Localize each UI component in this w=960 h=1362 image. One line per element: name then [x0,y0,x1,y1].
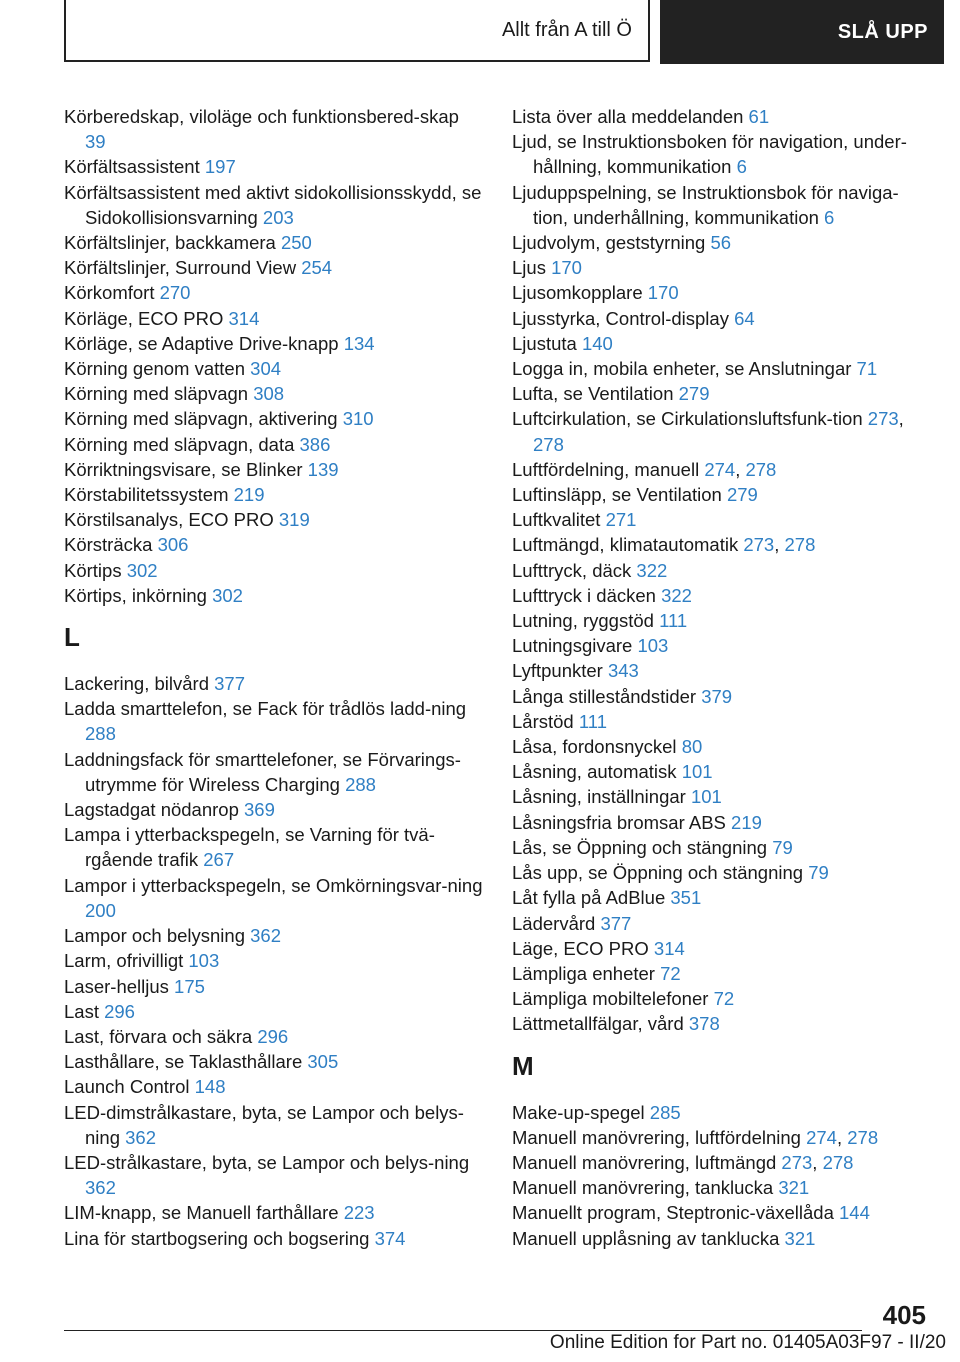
index-entry [64,230,484,255]
page-link[interactable]: 103 [637,635,669,657]
page-link[interactable]: 319 [278,509,310,531]
index-entry [64,1074,484,1099]
page-link[interactable]: 296 [104,1000,135,1022]
index-entry-text: Körning med släpvagn, aktivering [64,408,343,430]
index-column-left [64,104,484,1251]
index-entry-text: Manuellt program, Steptronic-växellåda [512,1202,839,1224]
index-entry-text: Lackering, bilvård [64,673,215,695]
index-entry-text: Körkomfort [64,282,160,304]
page-link[interactable]: 279 [726,484,758,506]
index-entry-text: Laser-helljus [64,975,175,997]
index-entry-text: Lättmetallfälgar, vård [512,1013,689,1035]
index-entry-text: Körtips, inkörning [64,584,213,606]
index-entry [512,885,932,910]
page-link[interactable]: 273 [867,408,899,430]
page-link[interactable]: 274 [806,1126,837,1148]
index-entry-text: Ladda smarttelefon, se Fack för trådlös ladd-ning [64,698,467,720]
page-link[interactable]: 377 [600,912,632,934]
index-entry [64,104,484,154]
index-entry [512,280,932,305]
index-entry [64,747,484,797]
page-link[interactable]: 302 [212,584,243,606]
index-entry [512,129,932,179]
index-entry [64,923,484,948]
index-entry-text: Körriktningsvisare, se Blinker [64,458,308,480]
index-entry-text: Körtips [64,559,127,581]
index-entry-text: Larm, ofrivilligt [64,950,189,972]
page-link[interactable]: 377 [214,673,246,695]
index-entry [64,558,484,583]
page-link[interactable]: 101 [690,786,722,808]
index-entry-text: Luftkvalitet [512,509,606,531]
page-link[interactable]: 302 [126,559,158,581]
index-entry [64,974,484,999]
page-link[interactable]: 321 [784,1227,816,1249]
index-entry [64,999,484,1024]
index-entry-text: Luftcirkulation, se Cirkulationsluftsfunk-tion [512,408,868,430]
index-entry-text: Körfältslinjer, Surround View [64,257,302,279]
page-link[interactable]: 278 [784,534,816,556]
index-entry-text: Lutning, ryggstöd [512,610,660,632]
index-entry-text: Körning genom vatten [64,358,251,380]
index-entry [64,356,484,381]
page-link[interactable]: 351 [670,887,702,909]
index-entry [64,432,484,457]
page-link[interactable]: 374 [374,1227,406,1249]
index-entry-text: Lufttryck, däck [512,559,637,581]
page-link[interactable]: 314 [228,307,260,329]
index-entry: Luftcirkulation, se Cirkulationsluftsfunk-tion 273, 278 [512,408,904,455]
index-entry-text: Låsning, inställningar [512,786,691,808]
index-entry [512,684,932,709]
page-link[interactable]: 103 [188,950,220,972]
index-entry-text: Logga in, mobila enheter, se Anslutningar [512,358,857,380]
page-link[interactable]: 273 [781,1151,813,1173]
index-entry-text: Låsningsfria bromsar ABS [512,811,732,833]
index-entry [512,759,932,784]
index-entry [64,1100,484,1150]
page-link[interactable]: 288 [85,723,116,745]
page-link[interactable]: 111 [659,610,688,632]
page-link[interactable]: 285 [649,1101,681,1123]
index-entry-text: Ljustuta [512,332,582,354]
page-link[interactable]: 6 [736,156,747,178]
index-entry-text: Lämpliga mobiltelefoner [512,988,714,1010]
page-link[interactable]: 278 [847,1126,879,1148]
page-link[interactable]: 175 [174,975,205,997]
page-link[interactable]: 288 [345,773,376,795]
index-entry-text: Luftmängd, klimatautomatik [512,534,744,556]
index-entry-text: Make-up-spegel [512,1101,650,1123]
page-link[interactable]: 254 [301,257,333,279]
index-entry-text: Lutningsgivare [512,635,638,657]
page-link[interactable]: 79 [808,862,829,884]
index-entry [512,306,932,331]
page-link[interactable]: 250 [280,232,312,254]
index-entry [64,1150,484,1200]
index-entry [64,873,484,923]
page-link[interactable]: 203 [262,206,294,228]
index-entry [512,1175,932,1200]
index-entry-text: Ljud, se Instruktionsboken för navigation, under-hållning, kommunikation [512,131,907,178]
index-entry: Luftfördelning, manuell 274, 278 [512,458,777,480]
index-entry [64,797,484,822]
page-link[interactable]: 270 [159,282,191,304]
index-entry [512,709,932,734]
index-entry [64,482,484,507]
index-entry-text: Långa stilleståndstider [512,685,702,707]
index-entry-text: Manuell upplåsning av tanklucka [512,1227,785,1249]
index-entry [512,608,932,633]
index-entry-text: Låt fylla på AdBlue [512,887,671,909]
index-entry-text: Körning med släpvagn, data [64,433,300,455]
page-link[interactable]: 362 [85,1177,116,1199]
index-entry-text: Lårstöd [512,710,579,732]
page-link[interactable]: 379 [701,685,733,707]
index-entry-text: Lampa i ytterbackspegeln, se Varning för tvä-rgående trafik [64,824,435,871]
index-entry-text: Lufttryck i däcken [512,584,662,606]
index-entry-text: Lampor och belysning [64,925,251,947]
index-entry-text: Lämpliga enheter [512,962,661,984]
index-entry-text: Last [64,1000,105,1022]
index-entry [512,1200,932,1225]
index-entry-text: Körläge, se Adaptive Drive-knapp [64,332,344,354]
index-entry-text: Lås upp, se Öppning och stängning [512,862,809,884]
index-entry [512,1226,932,1251]
page-link[interactable]: 148 [194,1076,226,1098]
page-link[interactable]: 61 [748,106,770,127]
index-entry-text: Laddningsfack för smarttelefoner, se Förvarings-utrymme för Wireless Charging [64,748,461,795]
page-link[interactable]: 144 [839,1202,870,1224]
index-entry: Manuell manövrering, luftmängd 273, 278 [512,1151,854,1173]
index-entry [64,822,484,872]
index-entry [64,1226,484,1251]
page-link[interactable]: 304 [250,358,282,380]
index-entry-text: LED-dimstrålkastare, byta, se Lampor och belys-ning [64,1101,464,1148]
page-link[interactable]: 362 [250,925,282,947]
index-entry [512,583,932,608]
index-entry-text: Körfältsassistent [64,156,205,178]
index-entry [64,1200,484,1225]
page-link[interactable]: 310 [342,408,374,430]
page-link[interactable]: 296 [257,1025,289,1047]
page-link[interactable]: 274 [704,458,736,480]
index-entry [64,532,484,557]
index-entry [512,911,932,936]
page-link[interactable]: 79 [772,836,793,858]
index-entry-text: Körstabilitetssystem [64,484,234,506]
page-link[interactable]: 134 [343,332,375,354]
index-entry-text: Ljusomkopplare [512,282,648,304]
index-entry [64,331,484,356]
index-entry: Luftmängd, klimatautomatik 273, 278 [512,534,816,556]
index-entry-text: Lädervård [512,912,601,934]
index-entry-text: Ljus [512,257,552,279]
index-entry-text: Körsträcka [64,534,158,556]
index-entry [64,154,484,179]
page-link[interactable]: 267 [203,849,235,871]
index-entry [64,1049,484,1074]
index-entry-text: LIM-knapp, se Manuell farthållare [64,1202,344,1224]
index-entry-text: Luftinsläpp, se Ventilation [512,484,727,506]
index-entry [512,558,932,583]
page-link[interactable]: 170 [551,257,582,279]
look-up-tab[interactable] [660,0,944,64]
page-link[interactable]: 140 [581,332,613,354]
page-link[interactable]: 278 [745,458,777,480]
index-entry-text: Läge, ECO PRO [512,937,654,959]
page-link[interactable]: 369 [244,799,275,821]
index-entry-text: Luftfördelning, manuell [512,458,705,480]
page-link[interactable]: 322 [636,559,668,581]
index-entry [64,381,484,406]
index-entry-text: Lufta, se Ventilation [512,383,679,405]
index-entry [64,583,484,608]
index-entry [64,671,484,696]
index-entry-text: Last, förvara och säkra [64,1025,258,1047]
page-link[interactable]: 72 [660,962,681,984]
index-entry [512,331,932,356]
page-link[interactable]: 305 [307,1051,339,1073]
index-entry [512,381,932,406]
index-entry-text: Lagstadgat nödanrop [64,799,245,821]
index-entry-text: Körläge, ECO PRO [64,307,229,329]
page-link[interactable]: 386 [299,433,331,455]
index-entry [64,180,484,230]
index-entry-text: Körfältsassistent med aktivt sidokollisionsskydd, se Sidokollisionsvarning [64,181,482,228]
index-entry [64,948,484,973]
index-entry-text: Ljudvolym, geststyrning [512,232,711,254]
page-link[interactable]: 71 [856,358,878,380]
index-entry-text: Manuell manövrering, luftfördelning [512,1126,807,1148]
index-entry [64,406,484,431]
index-entry [512,986,932,1011]
index-entry [512,255,932,280]
page-link[interactable]: 308 [253,383,285,405]
index-entry [512,784,932,809]
index-entry [512,658,932,683]
index-entry-text: Körfältslinjer, backkamera [64,232,281,254]
section-letter: M [512,1050,534,1081]
section-letter: L [64,622,80,653]
index-entry [64,280,484,305]
index-entry [512,835,932,860]
index-entry [512,1100,932,1125]
index-entry [512,1011,932,1036]
page-link[interactable]: 321 [778,1177,810,1199]
index-tab-label: Allt från A till Ö [501,18,632,41]
index-entry [512,104,932,129]
index-entry-text: Launch Control [64,1076,195,1098]
page-link[interactable]: 362 [125,1126,156,1148]
index-entry-text: Ljusstyrka, Control-display [512,307,735,329]
index-entry [64,1024,484,1049]
index-column-right [512,104,932,1251]
page-link[interactable]: 223 [343,1202,375,1224]
page-link[interactable]: 378 [688,1013,720,1035]
page-link[interactable]: 200 [85,899,116,921]
index-entry-text: Körning med släpvagn [64,383,254,405]
page-link[interactable]: 197 [204,156,236,178]
page-link[interactable]: 80 [681,736,703,758]
footer-edition: Online Edition for Part no. 01405A03F97 - II/20 [549,1332,946,1353]
look-up-tab-label: SLÅ UPP [837,20,928,43]
index-entry-text: Lås, se Öppning och stängning [512,836,773,858]
index-entry [64,255,484,280]
index-entry [512,633,932,658]
index-entry [64,507,484,532]
index-entry [512,734,932,759]
page-link[interactable]: 56 [710,232,732,254]
page-link[interactable]: 314 [653,937,685,959]
page-link[interactable]: 39 [85,131,106,153]
page-link[interactable]: 343 [607,660,639,682]
index-entry [64,457,484,482]
index-entry-text: LED-strålkastare, byta, se Lampor och belys-ning [64,1151,470,1173]
index-entry-text: Manuell manövrering, luftmängd [512,1151,782,1173]
index-entry-text: Låsning, automatisk [512,761,682,783]
index-entry: Manuell manövrering, luftfördelning 274, 278 [512,1126,879,1148]
index-entry [512,482,932,507]
index-entry-text: Körstilsanalys, ECO PRO [64,509,279,531]
page-link[interactable]: 6 [824,206,835,228]
index-entry [512,961,932,986]
page-link[interactable]: 139 [307,458,339,480]
page-link[interactable]: 101 [681,761,713,783]
index-entry-text: Lina för startbogsering och bogsering [64,1227,375,1249]
page-number: 405 [882,1300,926,1330]
index-entry [512,356,932,381]
page-link[interactable]: 322 [661,584,692,606]
page-link[interactable]: 279 [678,383,710,405]
page-link[interactable]: 306 [157,534,189,556]
index-entry [512,810,932,835]
page-link[interactable]: 278 [822,1151,854,1173]
page-link[interactable]: 111 [578,710,607,732]
footer-divider [64,1330,862,1331]
index-entry [64,306,484,331]
index-entry-text: Manuell manövrering, tanklucka [512,1177,779,1199]
page-link[interactable]: 278 [533,433,564,455]
index-entry [512,230,932,255]
index-entry [64,696,484,746]
index-entry-text: Lista över alla meddelanden [512,106,749,127]
index-entry-text: Lasthållare, se Taklasthållare [64,1051,308,1073]
index-entry [512,860,932,885]
index-entry-text: Ljuduppspelning, se Instruktionsbok för naviga-tion, underhållning, kommunikation [512,181,899,228]
page-link[interactable]: 271 [605,509,637,531]
index-tab[interactable] [64,0,650,62]
index-entry [512,936,932,961]
page-link[interactable]: 273 [743,534,775,556]
index-entry-text: Lyftpunkter [512,660,608,682]
page-link[interactable]: 72 [713,988,735,1010]
index-entry [512,180,932,230]
index-entry-text: Körberedskap, viloläge och funktionsbered-skap [64,106,459,127]
page-link[interactable]: 64 [734,307,755,329]
page-link[interactable]: 219 [731,811,762,833]
page-link[interactable]: 170 [647,282,679,304]
index-entry-text: Låsa, fordonsnyckel [512,736,682,758]
index-entry-text: Lampor i ytterbackspegeln, se Omkörningsvar-ning [64,874,483,896]
page-link[interactable]: 219 [233,484,265,506]
index-entry [512,507,932,532]
